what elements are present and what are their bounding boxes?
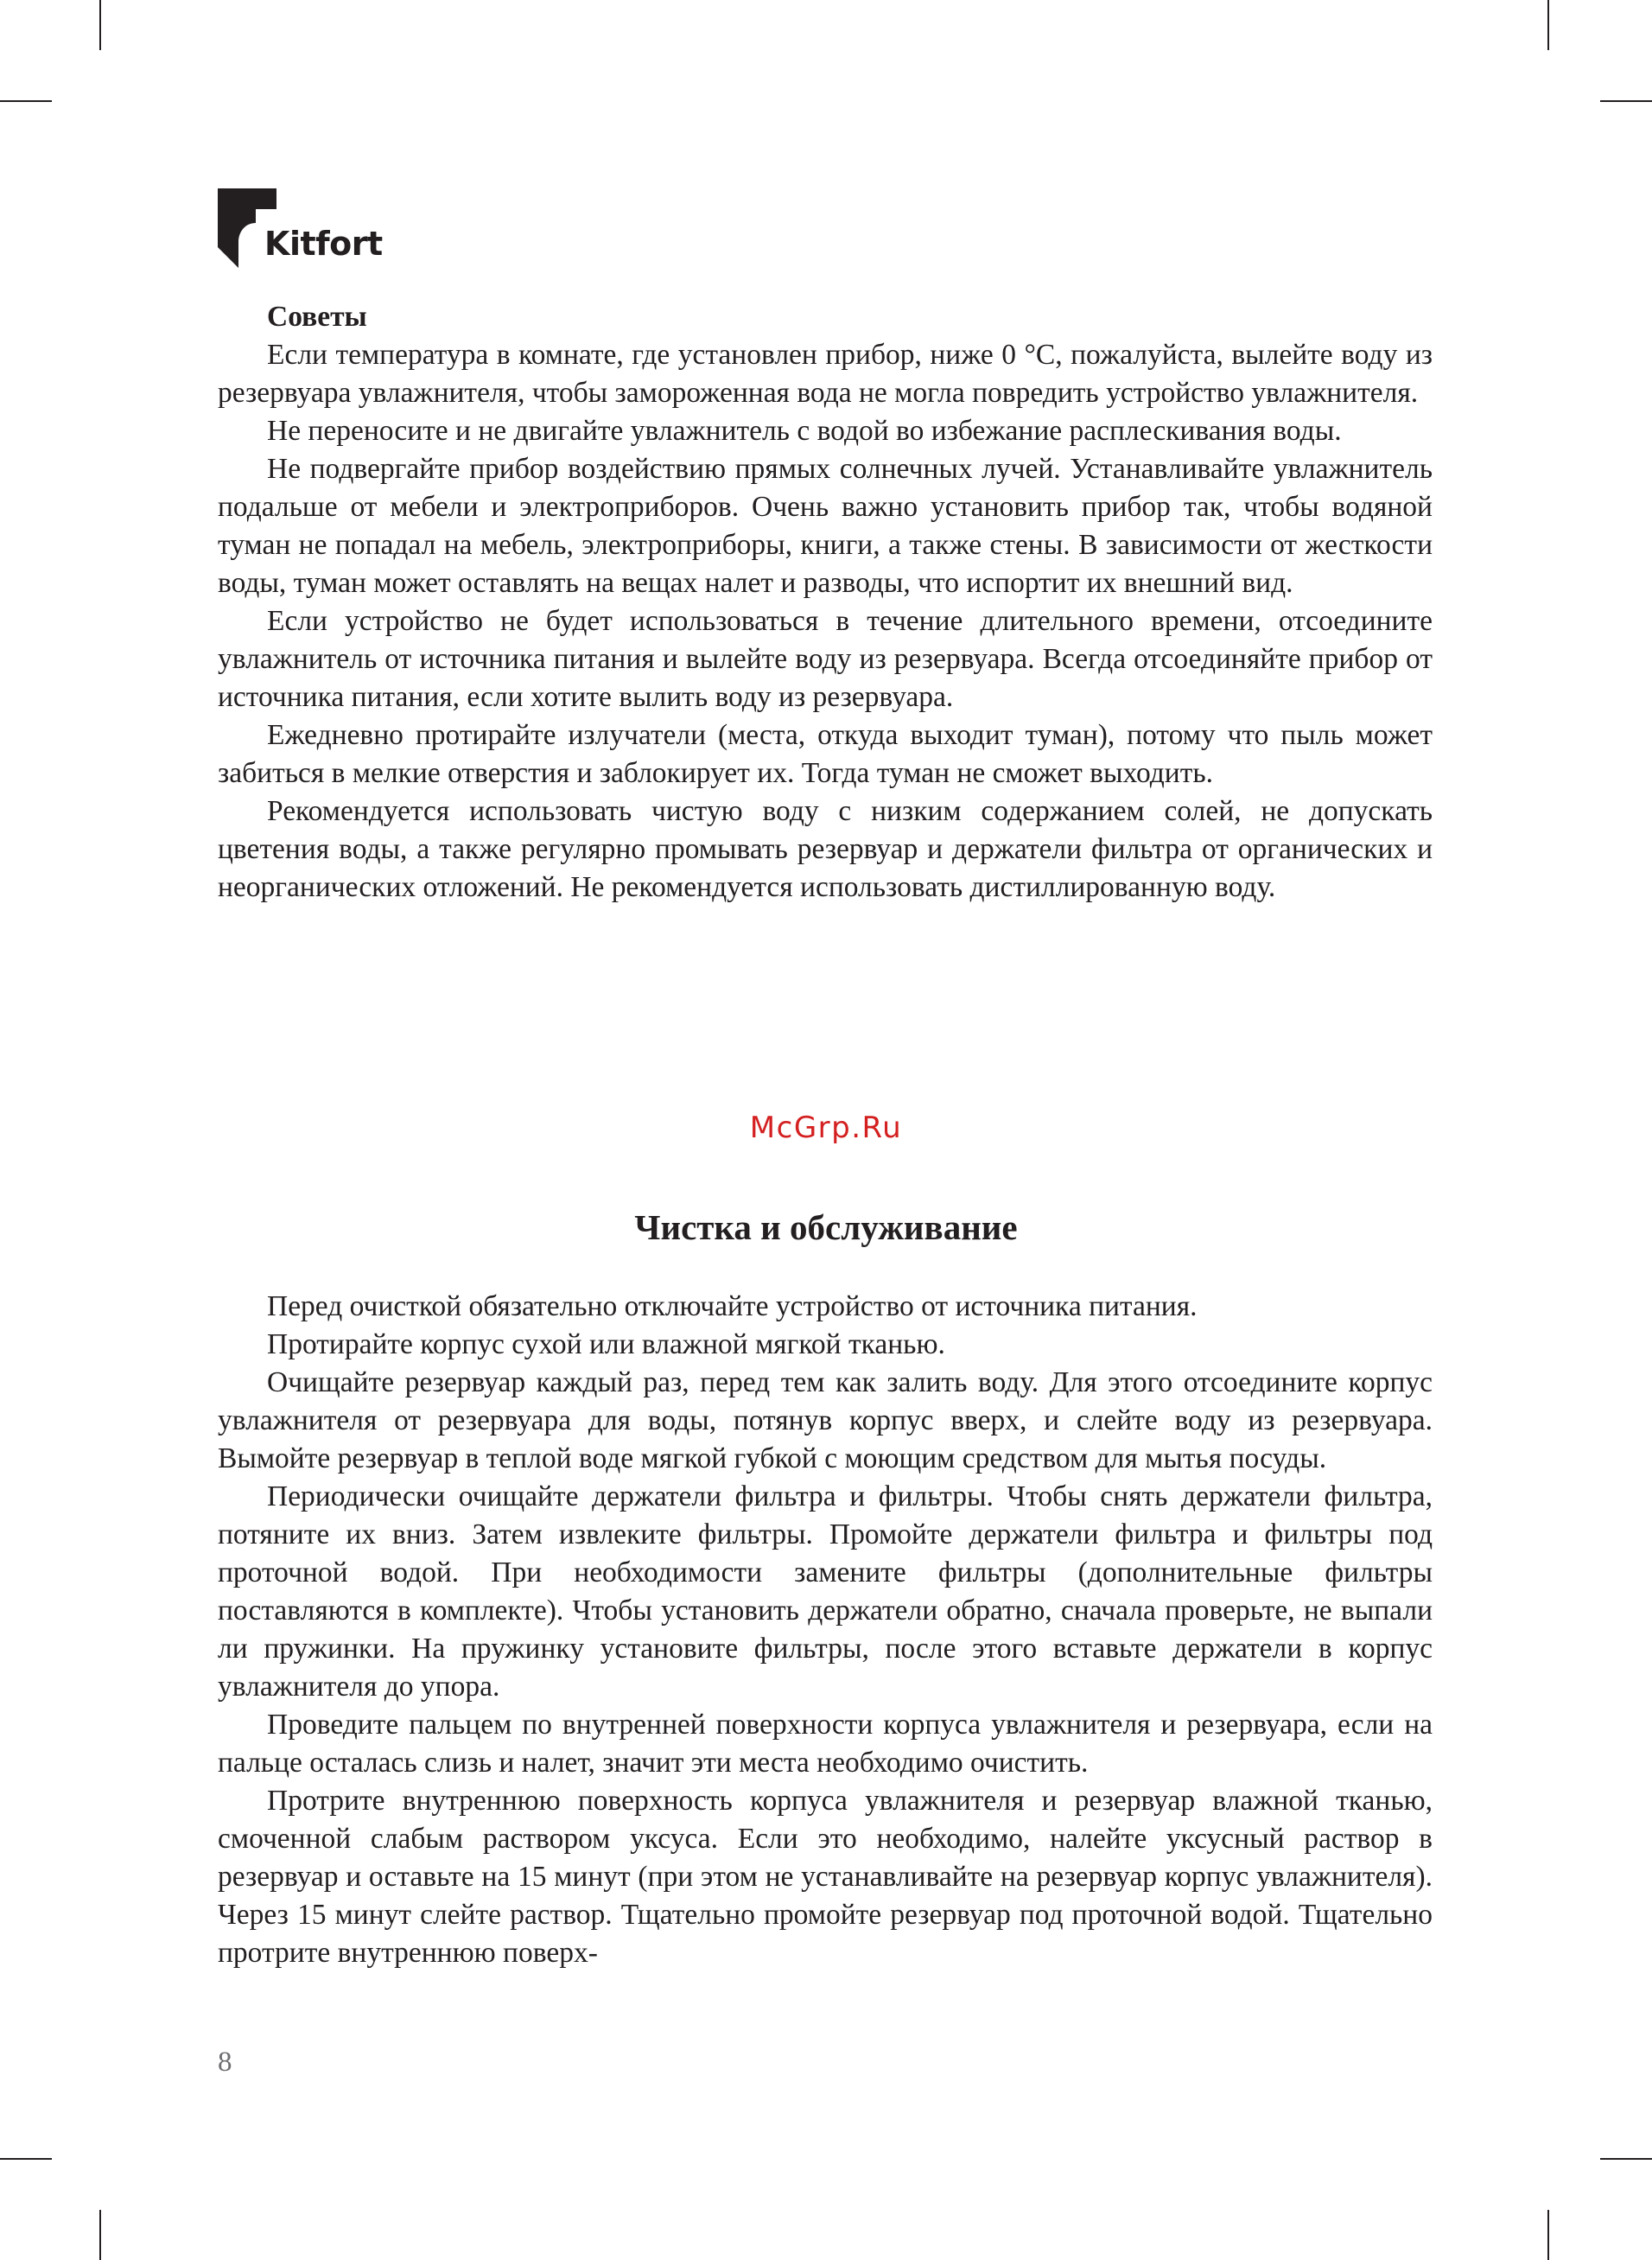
tips-paragraph: Не подвергайте прибор воздействию прямых солнечных лучей. Устанавливайте увлажнитель подальше от мебели и электроприборов. Очень важно установить прибор так, чтобы водяной туман не попадал на мебель, электроприборы, книги, а также стены. В зависимости от жесткости воды, туман может оставлять на вещах налет и разводы, что испортит их внешний вид. xyxy=(218,453,1433,599)
cleaning-paragraph: Периодически очищайте держатели фильтра и фильтры. Чтобы снять держатели фильтра, потяните их вниз. Затем извлеките фильтры. Промойте держатели фильтра и фильтры под проточной водой. При необходимости замените фильтры (дополнительные фильтры поставляются в комплекте). Чтобы установить держатели обратно, сначала проверьте, не выпали ли пружинки. На пружинку установите фильтры, после этого вставьте держатели в корпус увлажнителя до упора. xyxy=(218,1480,1433,1703)
tips-paragraph: Ежедневно протирайте излучатели (места, откуда выходит туман), потому что пыль может забиться в мелкие отверстия и заблокирует их. Тогда туман не сможет выходить. xyxy=(218,719,1433,789)
section-title: Чистка и обслуживание xyxy=(634,1207,1018,1247)
tips-paragraph: Если устройство не будет использоваться в течение длительного времени, отсоедините увлажнитель от источника питания и вылейте воду из резервуара. Всегда отсоединяйте прибор от источника питания, если хотите вылить воду из резервуара. xyxy=(218,605,1433,713)
crop-mark xyxy=(1547,0,1549,50)
brand-logo xyxy=(218,188,391,275)
cleaning-paragraph: Протирайте корпус сухой или влажной мягкой тканью. xyxy=(267,1328,945,1360)
cleaning-paragraph: Перед очисткой обязательно отключайте устройство от источника питания. xyxy=(267,1290,1198,1322)
crop-mark xyxy=(0,2158,52,2160)
brand-name: Kitfort xyxy=(264,225,383,263)
cleaning-paragraph: Проведите пальцем по внутренней поверхности корпуса увлажнителя и резервуара, если на пальце осталась слизь и налет, значит эти места необходимо очистить. xyxy=(218,1709,1433,1779)
cleaning-paragraph: Протрите внутреннюю поверхность корпуса увлажнителя и резервуар влажной тканью, смоченной слабым раствором уксуса. Если это необходимо, налейте уксусный раствор в резервуар и оставьте на 15 минут (при этом не устанавливайте на резервуар корпус увлажнителя). Через 15 минут слейте раствор. Тщательно промойте резервуар под проточной водой. Тщательно протрите внутреннюю поверх- xyxy=(218,1785,1433,1969)
tips-paragraph: Если температура в комнате, где установлен прибор, ниже 0 °С, пожалуйста, вылейте воду из резервуара увлажнителя, чтобы замороженная вода не могла повредить устройство увлажнителя. xyxy=(218,339,1433,409)
tips-paragraph: Не переносите и не двигайте увлажнитель с водой во избежание расплескивания воды. xyxy=(267,415,1342,447)
tips-heading: Советы xyxy=(267,301,367,333)
crop-mark xyxy=(99,2210,101,2260)
tips-paragraph: Рекомендуется использовать чистую воду с низким содержанием солей, не допускать цветения воды, а также регулярно промывать резервуар и держатели фильтра от органических и неорганических отложений. Не рекомендуется использовать дистиллированную воду. xyxy=(218,795,1433,903)
tips-section xyxy=(218,298,1433,907)
cleaning-section xyxy=(218,1288,1433,1972)
crop-mark xyxy=(99,0,101,50)
crop-mark xyxy=(1547,2210,1549,2260)
page-number: 8 xyxy=(218,2047,232,2078)
crop-mark xyxy=(1600,100,1652,102)
cleaning-paragraph: Очищайте резервуар каждый раз, перед тем как залить воду. Для этого отсоедините корпус увлажнителя от резервуара для воды, потянув корпус вверх, и слейте воду из резервуара. Вымойте резервуар в теплой воде мягкой губкой с моющим средством для мытья посуды. xyxy=(218,1366,1433,1474)
crop-mark xyxy=(1600,2158,1652,2160)
watermark-link[interactable]: McGrp.Ru xyxy=(749,1111,903,1145)
crop-mark xyxy=(0,100,52,102)
